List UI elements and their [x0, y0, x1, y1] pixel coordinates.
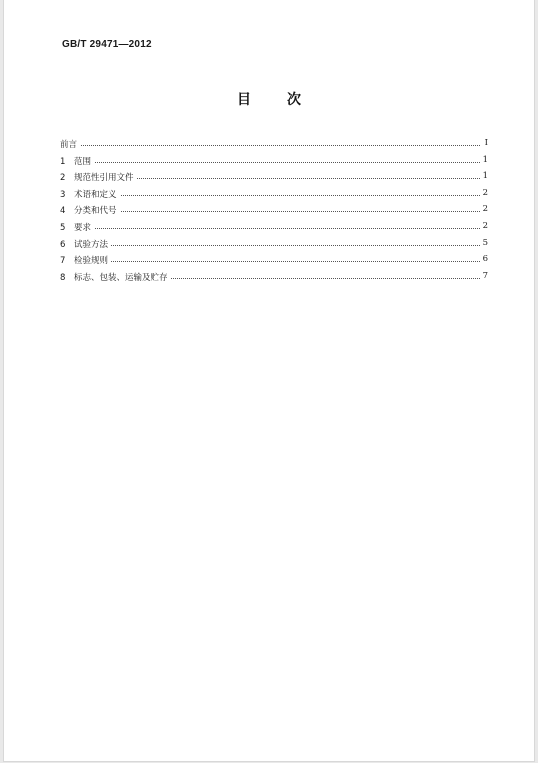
dot-leader	[60, 245, 480, 246]
toc-title: 要求	[74, 222, 92, 233]
document-code: GB/T 29471—2012	[62, 39, 152, 50]
dot-leader	[60, 162, 480, 163]
toc-title: 范围	[74, 156, 92, 167]
document-page	[4, 0, 534, 761]
toc-title: 规范性引用文件	[74, 173, 134, 184]
toc-label	[60, 138, 80, 150]
toc-number: 1	[60, 156, 66, 167]
page-title	[4, 89, 534, 109]
title-char-1: 目	[237, 92, 251, 108]
toc-entry-2[interactable]	[60, 169, 488, 186]
toc-entry-6[interactable]	[60, 236, 488, 253]
toc-page-number: 5	[482, 237, 488, 248]
toc-label	[60, 155, 94, 167]
toc-number: 5	[60, 222, 66, 233]
toc-number: 8	[60, 272, 66, 283]
toc-label	[60, 254, 111, 266]
toc-page-number: 6	[482, 254, 488, 265]
toc-page-number: 1	[482, 154, 488, 165]
toc-entry-5[interactable]	[60, 219, 488, 236]
toc-entry-foreword[interactable]	[60, 136, 488, 153]
toc-page-number: 1	[482, 171, 488, 182]
title-char-2: 次	[287, 92, 301, 108]
toc-page-number: Ⅰ	[484, 138, 488, 148]
dot-leader	[60, 195, 480, 196]
toc-entry-7[interactable]	[60, 252, 488, 269]
toc-title: 术语和定义	[74, 189, 117, 200]
toc-number: 3	[60, 189, 66, 200]
toc-entry-4[interactable]	[60, 202, 488, 219]
dot-leader	[60, 211, 480, 212]
toc-label	[60, 271, 171, 283]
toc-page-number: 2	[482, 220, 488, 231]
toc-label	[60, 171, 137, 183]
table-of-contents	[60, 136, 488, 285]
toc-title: 试验方法	[74, 239, 109, 250]
toc-title: 标志、包装、运输及贮存	[74, 272, 168, 283]
toc-number: 2	[60, 173, 66, 184]
toc-title: 前言	[60, 140, 78, 150]
toc-page-number: 2	[482, 187, 488, 198]
toc-label	[60, 188, 120, 200]
toc-number: 4	[60, 206, 66, 217]
toc-label	[60, 221, 94, 233]
toc-entry-1[interactable]	[60, 153, 488, 170]
toc-number: 6	[60, 239, 66, 250]
toc-entry-8[interactable]	[60, 269, 488, 286]
dot-leader	[60, 261, 480, 262]
toc-label	[60, 204, 120, 216]
dot-leader	[60, 145, 480, 146]
toc-label	[60, 238, 111, 250]
dot-leader	[60, 228, 480, 229]
toc-title: 分类和代号	[74, 206, 117, 217]
toc-page-number: 7	[482, 270, 488, 281]
toc-entry-3[interactable]	[60, 186, 488, 203]
toc-page-number: 2	[482, 204, 488, 215]
toc-number: 7	[60, 256, 66, 267]
toc-title: 检验规则	[74, 256, 109, 267]
